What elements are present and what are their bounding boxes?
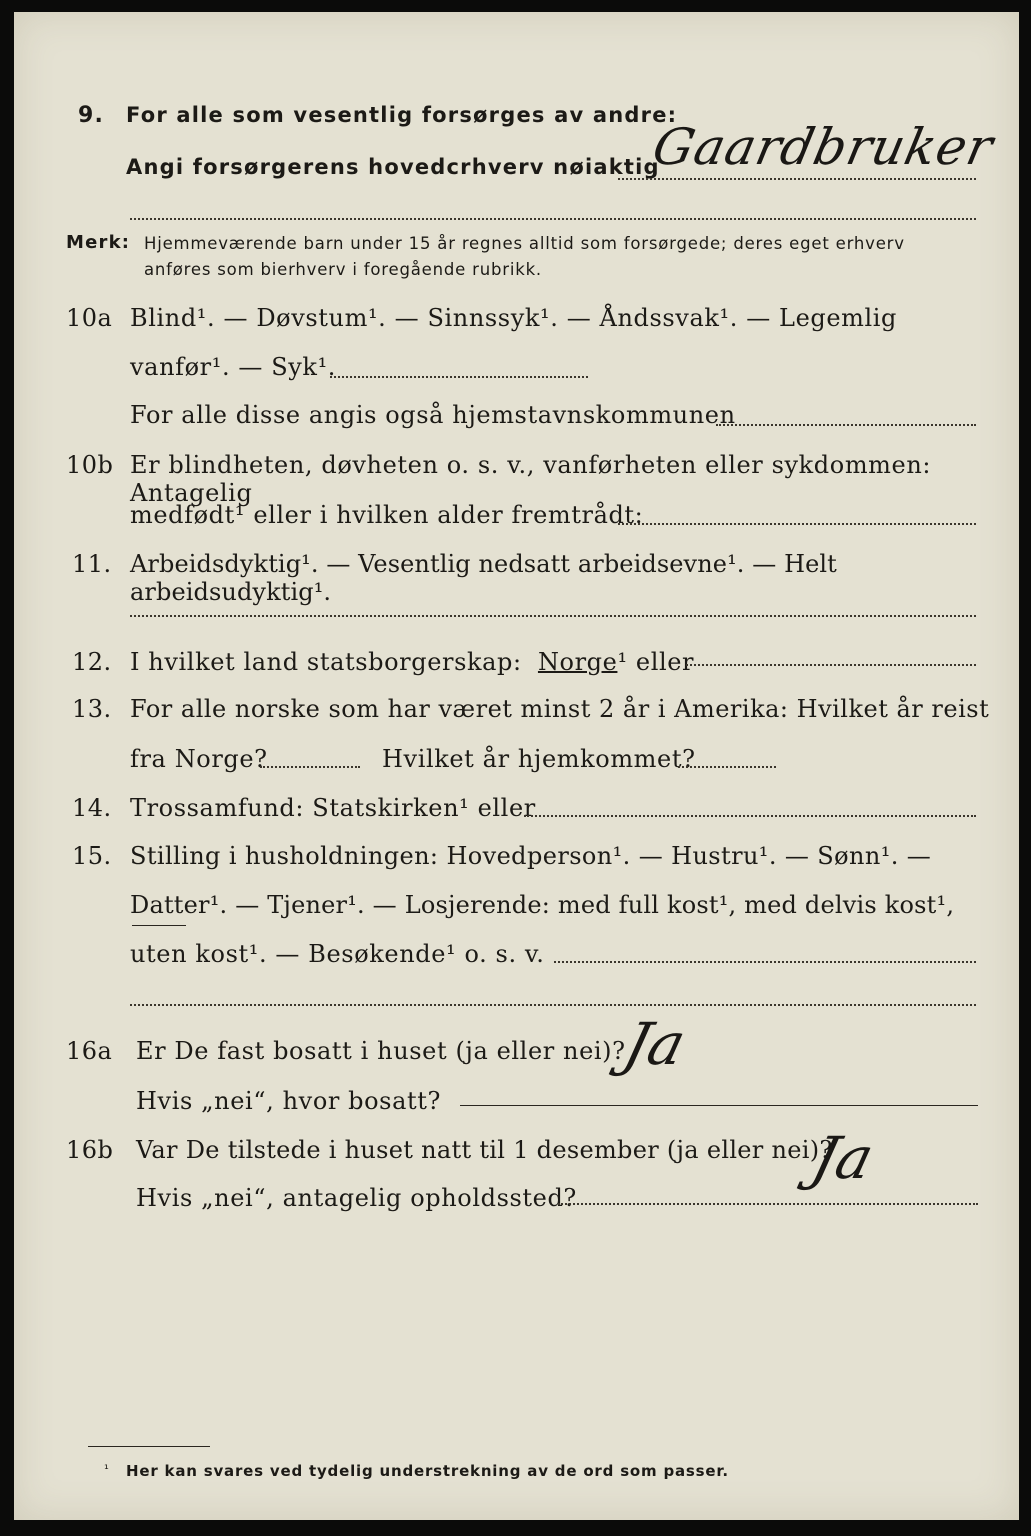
q10b-line1: Er blindheten, døvheten o. s. v., vanførheten eller sykdommen: Antagelig (130, 451, 932, 507)
footnote-text: Her kan svares ved tydelig understrekning av de ord som passer. (126, 1462, 729, 1480)
q15-number: 15. (72, 842, 112, 870)
q16a-number: 16a (66, 1037, 113, 1065)
q16a-handwritten-answer: Ja (617, 1010, 693, 1078)
q14-line1: Trossamfund: Statskirken¹ eller (130, 794, 536, 822)
q14-answer-line (524, 815, 976, 817)
q9-handwritten-answer: Gaardbruker (647, 118, 999, 176)
q16a-line2: Hvis „nei“, hvor bosatt? (136, 1087, 441, 1115)
q10a-line1: Blind¹. — Døvstum¹. — Sinnssyk¹. — Åndssvak¹. — Legemlig (130, 304, 898, 332)
q15-line3: uten kost¹. — Besøkende¹ o. s. v. (130, 940, 545, 968)
q12-number: 12. (72, 648, 112, 676)
q16b-number: 16b (66, 1136, 114, 1164)
q12-answer-line (686, 664, 976, 666)
q16b-opholdssted-line (558, 1203, 978, 1205)
q10a-hjemstavn-line (716, 424, 976, 426)
q10b-line2: medfødt¹ eller i hvilken alder fremtrådt: (130, 501, 644, 529)
merk-line1: Hjemmeværende barn under 15 år regnes alltid som forsørgede; deres eget erhverv (144, 234, 905, 253)
q15-line2: Datter¹. — Tjener¹. — Losjerende: med full kost¹, med delvis kost¹, (130, 891, 955, 919)
census-form-page (14, 12, 1019, 1520)
footnote-mark: ¹ (104, 1462, 110, 1476)
merk-line2: anføres som bierhverv i foregående rubrikk. (144, 260, 542, 279)
q9-number: 9. (78, 103, 105, 128)
q15-datter-underline (132, 925, 186, 926)
q12-post: ¹ eller (617, 648, 695, 676)
q13-line1: For alle norske som har været minst 2 år i Amerika: Hvilket år reist (130, 695, 990, 723)
q11-number: 11. (72, 550, 112, 578)
q12-norge-underlined: Norge (537, 648, 618, 676)
q10a-syk-line (330, 376, 588, 378)
footnote-rule (88, 1446, 210, 1447)
q9-answer-line (618, 178, 976, 180)
q13-reist-line (260, 766, 360, 768)
q13-hjemkommet-line (678, 766, 776, 768)
q13-number: 13. (72, 695, 112, 723)
q14-number: 14. (72, 794, 112, 822)
q16a-bosatt-line (460, 1105, 978, 1106)
q12-line (130, 648, 694, 676)
q15-line1: Stilling i husholdningen: Hovedperson¹. — Hustru¹. — Sønn¹. — (130, 842, 932, 870)
q9-extra-line (130, 218, 976, 220)
merk-label: Merk: (66, 232, 131, 253)
q13-line2a: fra Norge? (130, 745, 268, 773)
q10a-number: 10a (66, 304, 113, 332)
q10a-line3: For alle disse angis også hjemstavnskommunen (130, 401, 736, 429)
q10b-alder-line (618, 523, 976, 525)
q9-line2: Angi forsørgerens hovedcrhverv nøiaktig (126, 155, 660, 179)
q15-extra-line (130, 1004, 976, 1006)
q16a-line1: Er De fast bosatt i huset (ja eller nei)? (136, 1037, 626, 1065)
q13-line2b: Hvilket år hjemkommet? (382, 745, 696, 773)
q10b-number: 10b (66, 451, 114, 479)
q10a-line2: vanfør¹. — Syk¹. (130, 353, 337, 381)
q16b-line2: Hvis „nei“, antagelig opholdssted? (136, 1184, 577, 1212)
q16b-line1: Var De tilstede i huset natt til 1 desember (ja eller nei)? (136, 1136, 833, 1164)
q15-answer-line (554, 961, 976, 963)
q9-line1: For alle som vesentlig forsørges av andre: (126, 103, 678, 127)
q11-extra-line (130, 615, 976, 617)
q11-line1: Arbeidsdyktig¹. — Vesentlig nedsatt arbeidsevne¹. — Helt arbeidsudyktig¹. (130, 550, 837, 606)
q12-pre: I hvilket land statsborgerskap: (130, 648, 522, 676)
q16b-handwritten-answer: Ja (805, 1124, 881, 1192)
